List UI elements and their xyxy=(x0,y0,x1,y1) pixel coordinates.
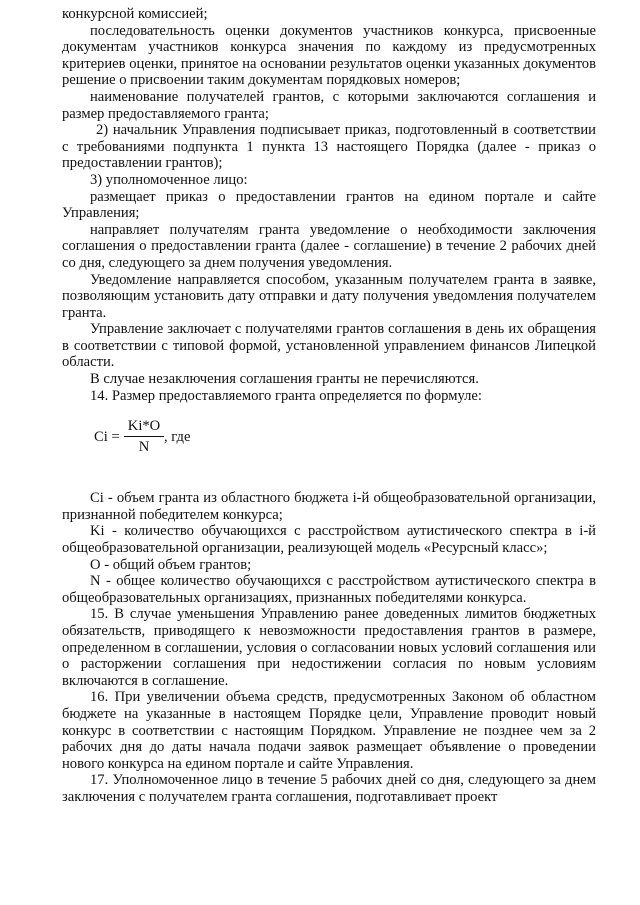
formula-fraction xyxy=(124,418,164,455)
paragraph: наименование получателей грантов, с которыми заключаются соглашения и размер предоставляемого гранта; xyxy=(62,88,596,122)
formula-lhs: Ci = xyxy=(94,429,120,446)
formula-tail: , где xyxy=(164,429,191,446)
paragraph: размещает приказ о предоставлении грантов на едином портале и сайте Управления; xyxy=(62,188,596,222)
paragraph: N - общее количество обучающихся с расстройством аутистического спектра в общеобразовательных организациях, признанных победителями конкурса. xyxy=(62,573,596,606)
paragraph: Управление заключает с получателями грантов соглашения в день их обращения в соответствии с типовой формой, установленной управлением финансов Липецкой области. xyxy=(62,321,596,371)
paragraph: 16. При увеличении объема средств, предусмотренных Законом об областном бюджете на указанные в настоящем Порядке цели, Управление проводит новый конкурс в соответствии с настоящим Порядком. Управление не позднее чем за 2 рабочих дня до даты начала подачи заявок размещает объявление о проведении нового конкурса на едином портале и сайте Управления. xyxy=(62,689,596,772)
paragraph: конкурсной комиссией; xyxy=(62,6,208,22)
formula-numerator: Ki*O xyxy=(124,418,164,437)
formula-denominator: N xyxy=(138,438,150,455)
paragraph: Ki - количество обучающихся с расстройством аутистического спектра в i-й общеобразовательной организации, реализующей модель «Ресурсный класс»; xyxy=(62,523,596,557)
paragraph: 2) начальник Управления подписывает приказ, подготовленный в соответствии с требованиями подпункта 1 пункта 13 настоящего Порядка (далее - приказ о предоставлении грантов); xyxy=(62,122,596,172)
document-body-top xyxy=(62,6,596,404)
paragraph: 3) уполномоченное лицо: xyxy=(90,171,248,188)
paragraph: Уведомление направляется способом, указанным получателем гранта в заявке, позволяющим установить дату отправки и дату получения уведомления получателем гранта. xyxy=(62,271,596,321)
paragraph: 17. Уполномоченное лицо в течение 5 рабочих дней со дня, следующего за днем заключения с получателем гранта соглашения, подготавливает проект xyxy=(62,772,596,805)
document-page xyxy=(62,6,596,806)
paragraph: O - общий объем грантов; xyxy=(90,556,252,573)
paragraph: В случае незаключения соглашения гранты не перечисляются. xyxy=(90,371,479,388)
paragraph: Ci - объем гранта из областного бюджета i-й общеобразовательной организации, признанной победителем конкурса; xyxy=(62,490,596,523)
paragraph: последовательность оценки документов участников конкурса, присвоенные документам участников конкурса значения по каждому из предусмотренных критериев оценки, принятое на основании результатов оценки указанных документов решение о присвоении таким документам порядковых номеров; xyxy=(62,22,596,89)
paragraph: 14. Размер предоставляемого гранта определяется по формуле: xyxy=(90,387,482,404)
paragraph: направляет получателям гранта уведомление о необходимости заключения соглашения о предоставлении гранта (далее - соглашение) в течение 2 рабочих дней со дня, следующего за днем получения уведомления. xyxy=(62,221,596,271)
paragraph: 15. В случае уменьшения Управлению ранее доведенных лимитов бюджетных обязательств, приводящего к невозможности предоставления грантов в размере, определенном в соглашении, условия о согласовании новых условий соглашения или о расторжении соглашения при недостижении согласия по новым условиям включаются в соглашение. xyxy=(62,606,596,689)
grant-formula xyxy=(62,410,596,470)
document-body-bottom xyxy=(62,490,596,805)
